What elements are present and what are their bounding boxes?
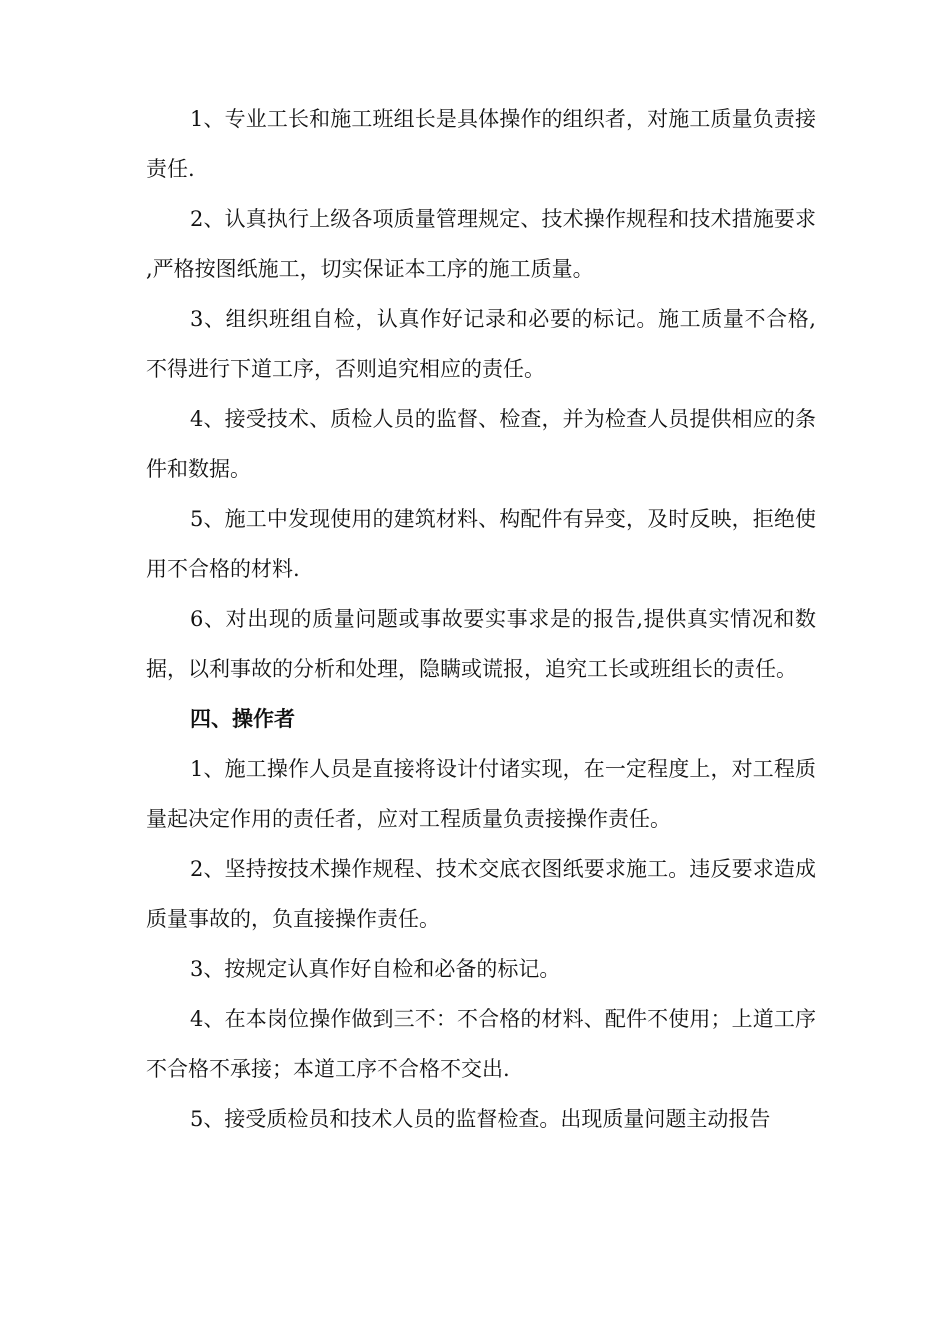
paragraph-1: 1、专业工长和施工班组长是具体操作的组织者，对施工质量负责接责任. bbox=[146, 107, 816, 181]
section-paragraph-3: 3、按规定认真作好自检和必备的标记。 bbox=[190, 957, 561, 981]
paragraph-3: 3、组织班组自检，认真作好记录和必要的标记。施工质量不合格,不得进行下道工序，否则追究相应的责任。 bbox=[146, 307, 816, 381]
section-paragraph-2: 2、坚持按技术操作规程、技术交底衣图纸要求施工。违反要求造成质量事故的，负直接操作责任。 bbox=[146, 857, 816, 931]
paragraph-4: 4、接受技术、质检人员的监督、检查，并为检查人员提供相应的条件和数据。 bbox=[146, 407, 816, 481]
section-heading: 四、操作者 bbox=[190, 706, 295, 731]
paragraph-5: 5、施工中发现使用的建筑材料、构配件有异变，及时反映，拒绝使用不合格的材料. bbox=[146, 507, 816, 581]
section-paragraph-5: 5、接受质检员和技术人员的监督检查。出现质量问题主动报告 bbox=[190, 1107, 771, 1131]
section-paragraph-1: 1、施工操作人员是直接将设计付诸实现，在一定程度上，对工程质量起决定作用的责任者，应对工程质量负责接操作责任。 bbox=[146, 757, 816, 831]
section-paragraph-4: 4、在本岗位操作做到三不：不合格的材料、配件不使用；上道工序不合格不承接；本道工序不合格不交出. bbox=[146, 1007, 816, 1081]
document-page bbox=[146, 94, 816, 1144]
paragraph-6: 6、对出现的质量问题或事故要实事求是的报告,提供真实情况和数据，以利事故的分析和处理，隐瞒或谎报，追究工长或班组长的责任。 bbox=[146, 607, 816, 681]
paragraph-2: 2、认真执行上级各项质量管理规定、技术操作规程和技术措施要求,严格按图纸施工，切实保证本工序的施工质量。 bbox=[146, 207, 816, 281]
